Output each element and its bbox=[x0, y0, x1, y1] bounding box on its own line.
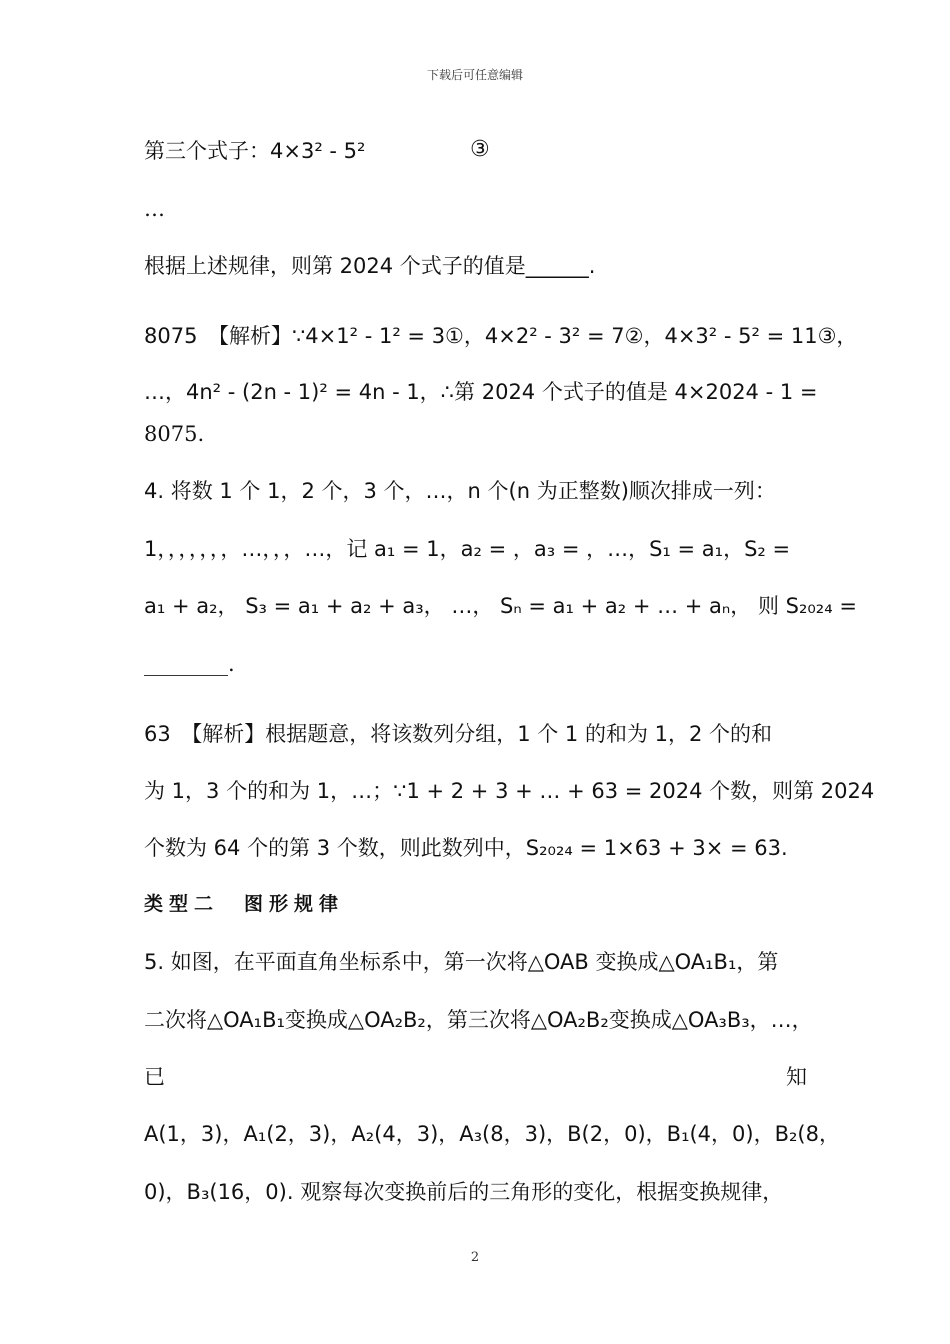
text-line-7: 4. 将数 1 个 1，2 个，3 个，…，n 个(n 为正整数)顺次排成一列： bbox=[144, 479, 776, 503]
split-line-right: 知 bbox=[786, 1065, 807, 1089]
circled-marker-3: ③ bbox=[470, 137, 490, 162]
text-line-6: 8075. bbox=[144, 422, 205, 446]
section-title: 类型二 图形规律 bbox=[144, 893, 345, 915]
text-line-10: ________. bbox=[144, 652, 235, 676]
text-line-16: A(1，3)，A₁(2，3)，A₂(4，3)，A₃(8，3)，B(2，0)，B₁(4，0)，B₂(8， bbox=[144, 1122, 840, 1146]
text-line-9: a₁ + a₂， S₃ = a₁ + a₂ + a₃， …， Sₙ = a₁ + a₂ + … + aₙ， 则 S₂₀₂₄ = bbox=[144, 594, 857, 618]
page-header: 下载后可任意编辑 bbox=[426, 68, 523, 82]
text-line-4: 8075 【解析】∵4×1² - 1² = 3①，4×2² - 3² = 7②，4×3² - 5² = 11③， bbox=[144, 324, 858, 348]
text-line-13: 个数为 64 个的第 3 个数，则此数列中，S₂₀₂₄ = 1×63 + 3× = 63. bbox=[144, 836, 788, 860]
text-line-11: 63 【解析】根据题意，将该数列分组，1 个 1 的和为 1，2 个的和 bbox=[144, 722, 773, 746]
text-line-12: 为 1，3 个的和为 1，…；∵1 + 2 + 3 + … + 63 = 2024 个数，则第 2024 bbox=[144, 779, 875, 803]
text-line-17: 0)，B₃(16，0). 观察每次变换前后的三角形的变化，根据变换规律， bbox=[144, 1180, 784, 1204]
text-line-1: 第三个式子：4×3² - 5² bbox=[144, 139, 366, 163]
split-line-left: 已 bbox=[144, 1065, 165, 1089]
text-line-8: 1，，，，，，，…，，，…，记 a₁ = 1，a₂ = ，a₃ = ，…，S₁ = a₁，S₂ = bbox=[144, 537, 791, 561]
text-line-14: 5. 如图，在平面直角坐标系中，第一次将△OAB 变换成△OA₁B₁，第 bbox=[144, 950, 779, 974]
text-line-2: … bbox=[144, 197, 165, 221]
text-line-3: 根据上述规律，则第 2024 个式子的值是______. bbox=[144, 254, 596, 278]
text-line-15: 二次将△OA₁B₁变换成△OA₂B₂，第三次将△OA₂B₂变换成△OA₃B₃，…， bbox=[144, 1008, 813, 1032]
page-number: 2 bbox=[470, 1250, 480, 1265]
split-line bbox=[144, 1063, 807, 1091]
text-line-5: …，4n² - (2n - 1)² = 4n - 1，∴第 2024 个式子的值是 4×2024 - 1 = bbox=[144, 380, 818, 404]
